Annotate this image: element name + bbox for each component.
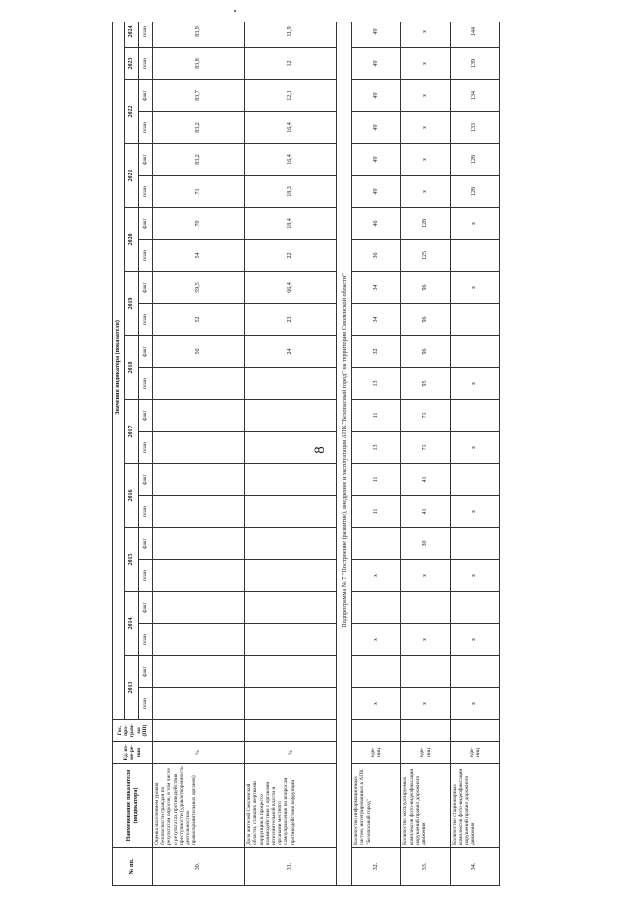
row-value: 49 [352, 22, 401, 48]
row-value: 128 [401, 208, 450, 240]
row-value [153, 592, 245, 624]
row-value: х [401, 176, 450, 208]
row-value [450, 336, 499, 368]
header-plan-2019: план [139, 304, 153, 336]
header-year-2023: 2023 [125, 48, 139, 80]
row-value [401, 592, 450, 624]
header-unit: Ед. из-ме-ре-ния [113, 742, 153, 764]
page-number: 8 [312, 446, 328, 454]
row-value: 41 [401, 464, 450, 496]
header-plan-2022: план [139, 112, 153, 144]
header-plan-2015: план [139, 560, 153, 592]
indicator-table-frame [112, 22, 500, 886]
row-value: 50 [153, 336, 245, 368]
row-value: 134 [450, 80, 499, 112]
row-value: 83,2 [153, 144, 245, 176]
header-year-2019: 2019 [125, 272, 139, 336]
row-value: 96 [401, 272, 450, 304]
row-value: 83,8 [153, 48, 245, 80]
header-name: Наименование показателя (индикатора) [113, 764, 153, 848]
row-number: 30. [153, 848, 245, 886]
row-value: 24 [245, 336, 337, 368]
row-value: х [401, 624, 450, 656]
row-value: х [401, 560, 450, 592]
row-value: х [401, 48, 450, 80]
row-value: х [352, 560, 401, 592]
row-value: х [401, 80, 450, 112]
row-value [245, 400, 337, 432]
header-year-2022: 2022 [125, 80, 139, 144]
row-value [450, 240, 499, 272]
row-unit: еди-ниц [352, 742, 401, 764]
row-value [153, 560, 245, 592]
indicator-table-body [153, 22, 500, 886]
row-name: Количество информационных систем, интегрированных в АПК "Безопасный город" [352, 764, 401, 848]
row-value: х [450, 496, 499, 528]
row-value: х [401, 144, 450, 176]
header-reason: Гос. про-грам-ма (ПП) [113, 720, 153, 742]
row-value: 66,4 [245, 272, 337, 304]
row-value: 128 [450, 144, 499, 176]
row-value [245, 464, 337, 496]
row-value: 11 [352, 464, 401, 496]
row-reason [352, 720, 401, 742]
row-value [245, 624, 337, 656]
header-year-2021: 2021 [125, 144, 139, 208]
row-value: 18,3 [245, 176, 337, 208]
row-value [153, 496, 245, 528]
rotated-table-stage [112, 22, 500, 886]
row-value: 49 [352, 176, 401, 208]
row-value: х [450, 624, 499, 656]
row-name: Оценка населением уровня безопасности граждан по результатам опросов, в том числе о результатах противодействия преступности (удовлетворенность деятельностью правоохранительных органов) [153, 764, 245, 848]
row-value: х [450, 208, 499, 240]
header-plan-2020: план [139, 240, 153, 272]
row-value: 41 [401, 496, 450, 528]
row-value [153, 464, 245, 496]
row-value: х [401, 112, 450, 144]
row-value: х [352, 688, 401, 720]
row-value: 49 [352, 112, 401, 144]
row-value [245, 656, 337, 688]
row-value: 16,4 [245, 112, 337, 144]
row-value [450, 528, 499, 560]
row-value: х [352, 624, 401, 656]
header-plan-2013: план [139, 688, 153, 720]
header-plan-2023: план [139, 48, 153, 80]
header-fact-2020: факт [139, 208, 153, 240]
header-fact-2022: факт [139, 80, 153, 112]
row-value: 11 [352, 496, 401, 528]
row-value: 71 [401, 432, 450, 464]
row-value: 11,9 [245, 22, 337, 48]
table-row [352, 22, 401, 886]
row-name: Количество стационарных комплексов фото-видеофиксации нарушений правил дорожного движения [450, 764, 499, 848]
row-reason [450, 720, 499, 742]
row-value [245, 560, 337, 592]
header-year-2013: 2013 [125, 656, 139, 720]
row-value: 36 [352, 240, 401, 272]
row-value: 12,1 [245, 80, 337, 112]
row-value [245, 528, 337, 560]
row-value [401, 656, 450, 688]
row-value: 46 [352, 208, 401, 240]
row-reason [401, 720, 450, 742]
row-value: 71 [401, 400, 450, 432]
row-reason [245, 720, 337, 742]
row-value [450, 656, 499, 688]
row-unit: % [245, 742, 337, 764]
row-value: 34 [352, 272, 401, 304]
header-num: № пп. [113, 848, 153, 886]
row-value [352, 528, 401, 560]
row-value [245, 368, 337, 400]
row-value [153, 400, 245, 432]
row-reason [153, 720, 245, 742]
row-value: х [450, 560, 499, 592]
row-value: х [450, 688, 499, 720]
row-value [153, 624, 245, 656]
row-value [153, 432, 245, 464]
row-value [153, 656, 245, 688]
row-value: 95 [401, 368, 450, 400]
row-value: 144 [450, 22, 499, 48]
row-value: х [401, 22, 450, 48]
row-value [450, 304, 499, 336]
row-value [153, 688, 245, 720]
header-year-2020: 2020 [125, 208, 139, 272]
header-fact-2013: факт [139, 656, 153, 688]
row-name: Количество эксплуатируемых комплексов фото-видеофиксации нарушений правил дорожного движения [401, 764, 450, 848]
subprogram-title: Подпрограмма № 7 "Построение (развитие), внедрение и эксплуатация АПК "Безопасный город" на территории Смоленской области" [337, 22, 352, 886]
row-value [245, 432, 337, 464]
row-value: 96 [401, 336, 450, 368]
row-value: 133 [450, 112, 499, 144]
row-name: Доля жителей Смоленской области, ставших жертвами коррупции в процессе взаимодействия с органами исполнительной власти и органами местного самоуправления по вопросам противодействия коррупции [245, 764, 337, 848]
header-fact-2019: факт [139, 272, 153, 304]
row-value: 49 [352, 144, 401, 176]
row-value [153, 528, 245, 560]
row-value: 83,7 [153, 80, 245, 112]
row-number: 32. [352, 848, 401, 886]
header-group: Значения индикатора (показателя) [113, 22, 125, 720]
header-fact-2018: факт [139, 336, 153, 368]
header-year-2024: 2024 [125, 22, 139, 48]
row-value: 52 [153, 304, 245, 336]
header-plan-2021: план [139, 176, 153, 208]
row-value: 11 [352, 400, 401, 432]
row-value: 18,4 [245, 208, 337, 240]
header-plan-2016: план [139, 496, 153, 528]
row-value: х [450, 432, 499, 464]
row-number: 31. [245, 848, 337, 886]
row-value: х [450, 272, 499, 304]
row-value: х [401, 688, 450, 720]
row-value: 49 [352, 80, 401, 112]
row-number: 34. [450, 848, 499, 886]
scan-speck [234, 10, 236, 12]
row-value: 23 [245, 304, 337, 336]
row-value [245, 496, 337, 528]
row-value: 13 [352, 368, 401, 400]
row-value: 70 [153, 208, 245, 240]
row-value [450, 592, 499, 624]
indicator-table [112, 22, 500, 886]
header-plan-2014: план [139, 624, 153, 656]
row-unit: % [153, 742, 245, 764]
row-value: 30 [401, 528, 450, 560]
row-number: 33. [401, 848, 450, 886]
row-value [450, 464, 499, 496]
row-value: 83,9 [153, 22, 245, 48]
header-fact-2017: факт [139, 400, 153, 432]
row-value: 71 [153, 176, 245, 208]
row-value: 83,2 [153, 112, 245, 144]
row-unit: еди-ниц [450, 742, 499, 764]
row-value: 16,4 [245, 144, 337, 176]
row-value: 32 [352, 336, 401, 368]
header-year-2015: 2015 [125, 528, 139, 592]
table-row [450, 22, 499, 886]
row-value: 34 [352, 304, 401, 336]
header-year-2017: 2017 [125, 400, 139, 464]
header-fact-2021: факт [139, 144, 153, 176]
subprogram-row [337, 22, 352, 886]
header-plan-2017: план [139, 432, 153, 464]
row-value: 59,5 [153, 272, 245, 304]
row-value: 12 [245, 48, 337, 80]
header-year-2018: 2018 [125, 336, 139, 400]
row-value [245, 592, 337, 624]
row-value: 49 [352, 48, 401, 80]
row-unit: еди-ниц [401, 742, 450, 764]
row-value [352, 592, 401, 624]
row-value: х [450, 368, 499, 400]
header-plan-2024: план [139, 22, 153, 48]
row-value [450, 400, 499, 432]
header-plan-2018: план [139, 368, 153, 400]
row-value [352, 656, 401, 688]
row-value: 96 [401, 304, 450, 336]
row-value: 125 [401, 240, 450, 272]
row-value: 22 [245, 240, 337, 272]
header-year-2016: 2016 [125, 464, 139, 528]
table-row [401, 22, 450, 886]
header-fact-2014: факт [139, 592, 153, 624]
header-year-2014: 2014 [125, 592, 139, 656]
row-value: 139 [450, 48, 499, 80]
header-fact-2016: факт [139, 464, 153, 496]
row-value: 128 [450, 176, 499, 208]
row-value: 54 [153, 240, 245, 272]
row-value [245, 688, 337, 720]
table-row [153, 22, 245, 886]
row-value [153, 368, 245, 400]
table-row [245, 22, 337, 886]
header-fact-2015: факт [139, 528, 153, 560]
row-value: 13 [352, 432, 401, 464]
